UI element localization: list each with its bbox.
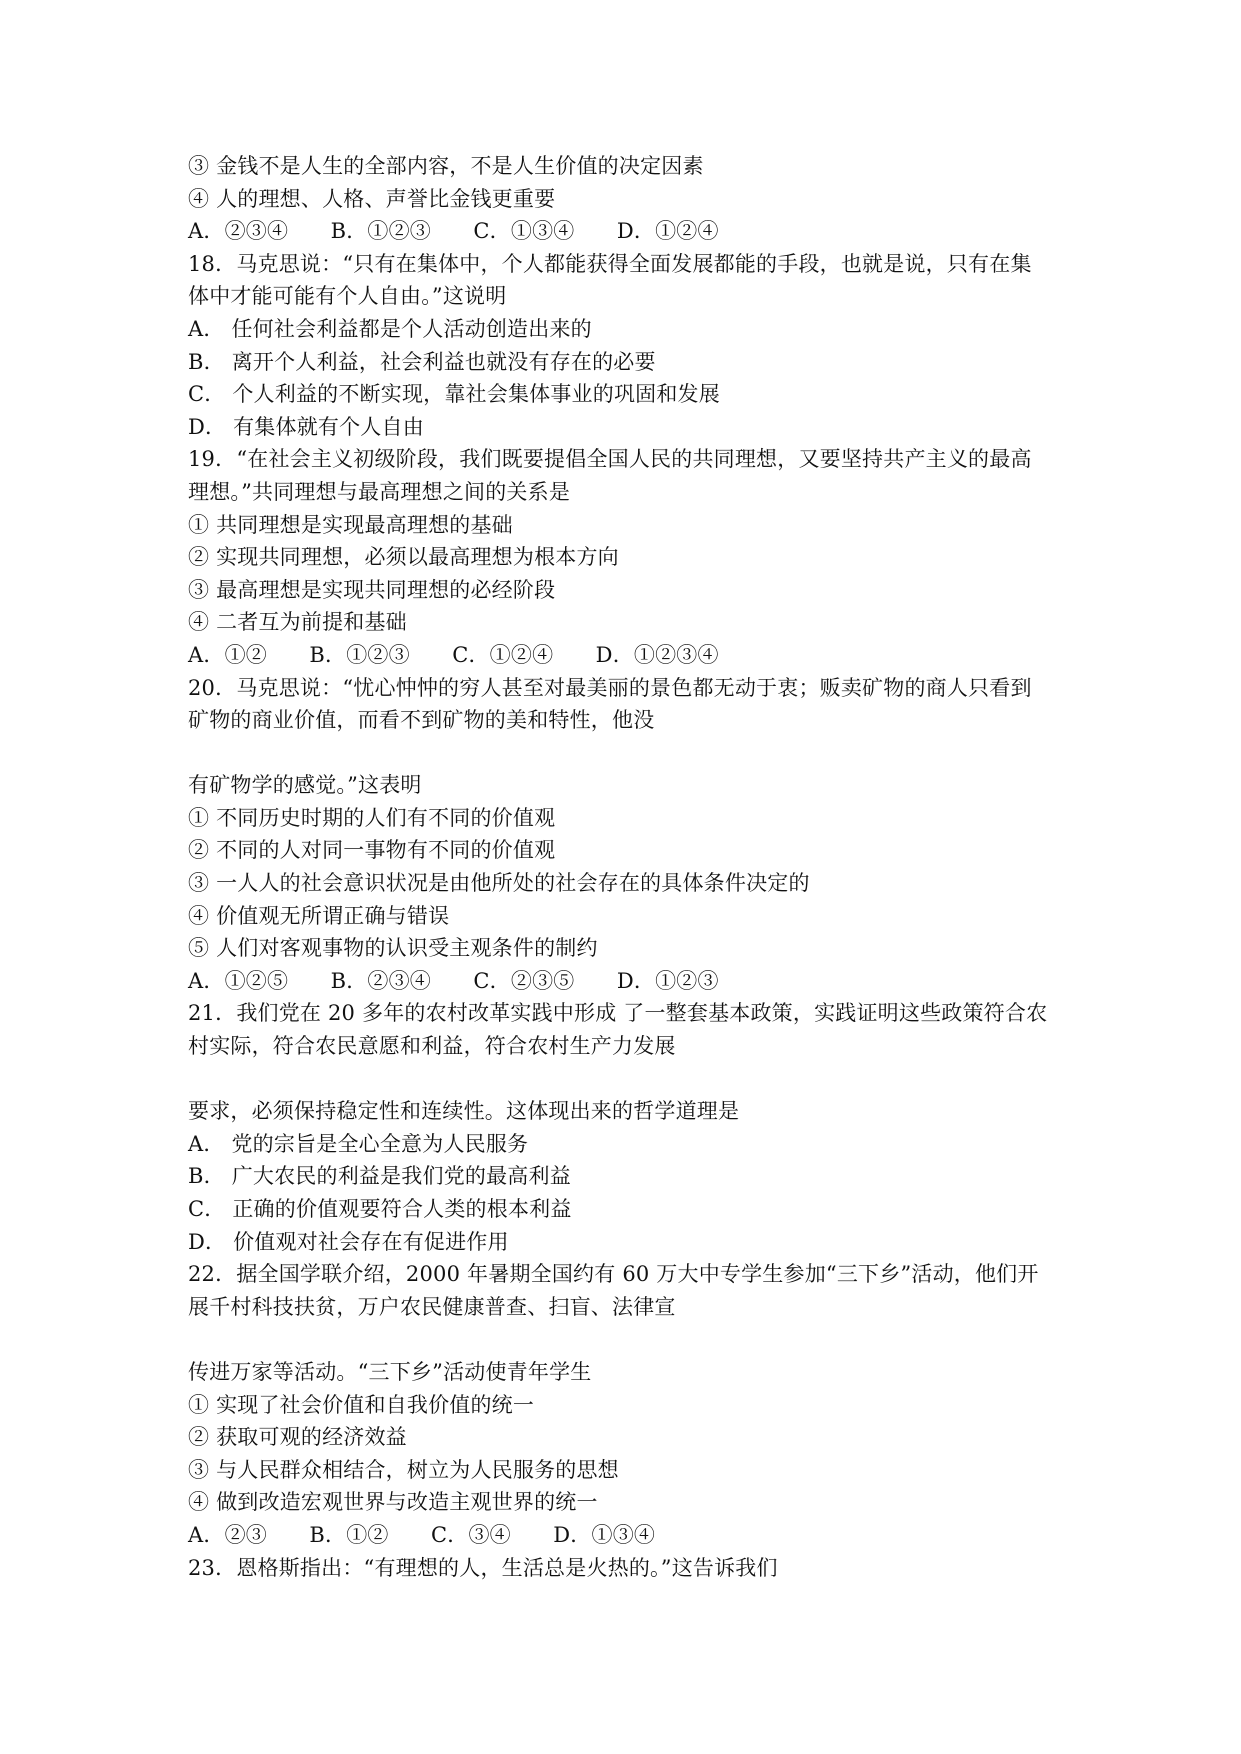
answer-choices-q19: A．①② B．①②③ C．①②④ D．①②③④ (188, 642, 719, 667)
text-line: ③ 金钱不是人生的全部内容，不是人生价值的决定因素 (188, 154, 704, 178)
statement-2: ② 不同的人对同一事物有不同的价值观 (188, 838, 556, 863)
statement-5: ⑤ 人们对客观事物的认识受主观条件的制约 (188, 936, 598, 961)
option-d: D． 价值观对社会存在有促进作用 (188, 1229, 509, 1254)
statement-2: ② 获取可观的经济效益 (188, 1425, 407, 1450)
option-b: B． 离开个人利益，社会利益也就没有存在的必要 (188, 349, 656, 374)
question-18: 18．马克思说：“只有在集体中，个人都能获得全面发展都能的手段，也就是说，只有在集 (188, 251, 1032, 276)
statement-4: ④ 价值观无所谓正确与错误 (188, 903, 450, 928)
answer-choices-q20: A．①②⑤ B．②③④ C．②③⑤ D．①②③ (188, 968, 719, 993)
text-line: 矿物的商业价值，而看不到矿物的美和特性，他没 (188, 708, 655, 733)
blank-line (188, 737, 1068, 770)
option-a: A． 任何社会利益都是个人活动创造出来的 (188, 316, 592, 341)
statement-3: ③ 与人民群众相结合，树立为人民服务的思想 (188, 1457, 619, 1482)
statement-1: ① 不同历史时期的人们有不同的价值观 (188, 805, 556, 830)
option-d: D． 有集体就有个人自由 (188, 414, 424, 439)
text-line: 理想。”共同理想与最高理想之间的关系是 (188, 479, 571, 504)
statement-4: ④ 做到改造宏观世界与改造主观世界的统一 (188, 1490, 598, 1515)
option-a: A． 党的宗旨是全心全意为人民服务 (188, 1131, 529, 1156)
question-22: 22．据全国学联介绍，2000 年暑期全国约有 60 万大中专学生参加“三下乡”活动，他们开 (188, 1262, 1039, 1287)
option-b: B． 广大农民的利益是我们党的最高利益 (188, 1164, 571, 1189)
text-line: 有矿物学的感觉。”这表明 (188, 773, 422, 798)
question-19: 19．“在社会主义初级阶段，我们既要提倡全国人民的共同理想，又要坚持共产主义的最高 (188, 447, 1032, 472)
answer-choices-q22: A．②③ B．①② C．③④ D．①③④ (188, 1522, 656, 1547)
statement-2: ② 实现共同理想，必须以最高理想为根本方向 (188, 545, 619, 570)
blank-line (188, 1323, 1068, 1356)
text-line: 要求，必须保持稳定性和连续性。这体现出来的哲学道理是 (188, 1099, 740, 1124)
statement-3: ③ 一人人的社会意识状况是由他所处的社会存在的具体条件决定的 (188, 871, 810, 896)
statement-3: ③ 最高理想是实现共同理想的必经阶段 (188, 577, 556, 602)
option-c: C． 个人利益的不断实现，靠社会集体事业的巩固和发展 (188, 382, 720, 407)
answer-choices-q17: A．②③④ B．①②③ C．①③④ D．①②④ (188, 219, 719, 244)
text-line: 村实际，符合农民意愿和利益，符合农村生产力发展 (188, 1034, 676, 1059)
question-20: 20．马克思说：“忧心忡忡的穷人甚至对最美丽的景色都无动于衷；贩卖矿物的商人只看到 (188, 675, 1032, 700)
question-23: 23．恩格斯指出：“有理想的人，生活总是火热的。”这告诉我们 (188, 1555, 778, 1580)
blank-line (188, 1063, 1068, 1096)
text-line: 传进万家等活动。“三下乡”活动使青年学生 (188, 1359, 592, 1384)
statement-4: ④ 二者互为前提和基础 (188, 610, 407, 635)
text-line: ④ 人的理想、人格、声誉比金钱更重要 (188, 186, 556, 211)
text-line: 体中才能可能有个人自由。”这说明 (188, 284, 507, 309)
statement-1: ① 实现了社会价值和自我价值的统一 (188, 1392, 535, 1417)
question-21: 21．我们党在 20 多年的农村改革实践中形成 了一整套基本政策，实践证明这些政策符合农 (188, 1001, 1048, 1026)
document-body (188, 150, 1068, 1584)
option-c: C． 正确的价值观要符合人类的根本利益 (188, 1197, 572, 1221)
statement-1: ① 共同理想是实现最高理想的基础 (188, 512, 513, 537)
text-line: 展千村科技扶贫，万户农民健康普查、扫盲、法律宣 (188, 1294, 676, 1319)
